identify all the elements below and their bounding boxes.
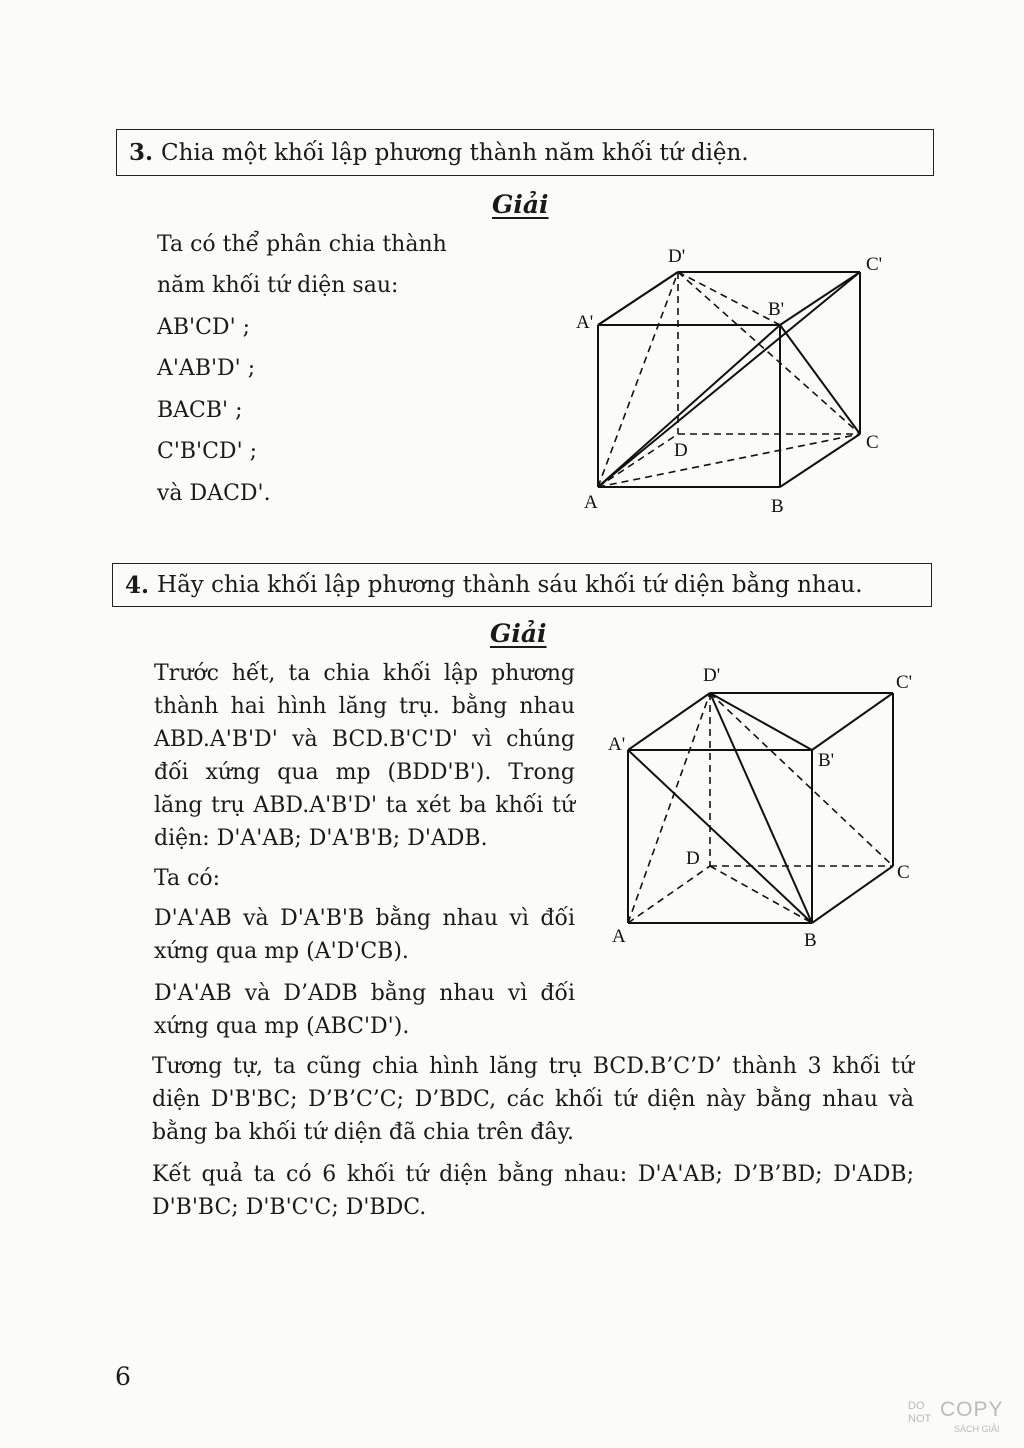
problem-3-line: năm khối tứ diện sau:: [157, 273, 399, 298]
watermark-sub: SÁCH GIẢI: [954, 1424, 1000, 1434]
problem-4-number: 4.: [125, 571, 150, 599]
problem-4-paragraph: Trước hết, ta chia khối lập phương thành hai hình lăng trụ. bằng nhau ABD.A'B'D' và BCD.B'C'D' vì chúng đối xứng qua mp (BDD'B'). Trong lăng trụ ABD.A'B'D' ta xét ba khối tứ diện: D'A'AB; D'A'B'B; D'ADB.: [154, 661, 575, 851]
vertex-label-A1: A': [608, 734, 626, 755]
problem-3-line: Ta có thể phân chia thành: [157, 232, 447, 257]
page-number: 6: [115, 1362, 131, 1391]
problem-3-box: [116, 129, 934, 176]
problem-3-tetrahedron: và DACD'.: [157, 481, 271, 506]
watermark-do: DO: [908, 1400, 925, 1412]
vertex-label-D1: D': [668, 246, 686, 267]
vertex-label-D: D: [686, 848, 700, 869]
problem-3-tetrahedron: C'B'CD' ;: [157, 439, 258, 464]
problem-3-tetrahedron: BACB' ;: [157, 398, 243, 423]
problem-4-box: [112, 563, 932, 607]
problem-4-paragraph: Kết quả ta có 6 khối tứ diện bằng nhau: D'A'AB; D’B’BD; D'ADB; D'B'BC; D'B'C'C; D'BDC.: [152, 1162, 914, 1220]
vertex-label-A1: A': [576, 312, 594, 333]
vertex-label-C1: C': [896, 672, 913, 693]
problem-3-number: 3.: [129, 139, 154, 166]
vertex-label-C: C: [897, 862, 910, 883]
cube-figure-2: [600, 660, 930, 955]
watermark-logo: [906, 1398, 1018, 1442]
problem-3-solution-heading: Giải: [492, 190, 549, 219]
vertex-label-B: B: [804, 930, 817, 951]
watermark-copy: COPY: [940, 1398, 1004, 1421]
watermark-not: NOT: [908, 1413, 932, 1425]
vertex-label-D: D: [674, 440, 688, 461]
vertex-label-A: A: [584, 492, 598, 513]
cube-figure-1: [560, 240, 920, 530]
problem-4-paragraph: D'A'AB và D'A'B'B bằng nhau vì đối xứng qua mp (A'D'CB).: [154, 906, 575, 964]
problem-3-tetrahedron: AB'CD' ;: [157, 315, 251, 340]
vertex-label-C: C: [866, 432, 879, 453]
vertex-label-C1: C': [866, 254, 883, 275]
problem-4-paragraph: Ta có:: [154, 866, 221, 891]
problem-3-tetrahedron: A'AB'D' ;: [157, 356, 256, 381]
vertex-label-B1: B': [818, 750, 835, 771]
problem-4-statement: Hãy chia khối lập phương thành sáu khối tứ diện bằng nhau.: [157, 572, 863, 598]
problem-4-paragraph: Tương tự, ta cũng chia hình lăng trụ BCD.B’C’D’ thành 3 khối tứ diện D'B'BC; D’B’C’C; D’BDC, các khối tứ diện này bằng nhau và bằng ba khối tứ diện đã chia trên đây.: [152, 1054, 914, 1145]
vertex-label-D1: D': [703, 665, 721, 686]
problem-4-solution-heading: Giải: [490, 619, 547, 648]
vertex-label-B: B: [771, 496, 784, 517]
problem-3-statement: Chia một khối lập phương thành năm khối tứ diện.: [161, 139, 749, 166]
problem-4-paragraph: D'A'AB và D’ADB bằng nhau vì đối xứng qua mp (ABC'D').: [154, 981, 575, 1039]
vertex-label-A: A: [612, 926, 626, 947]
vertex-label-B1: B': [768, 299, 785, 320]
